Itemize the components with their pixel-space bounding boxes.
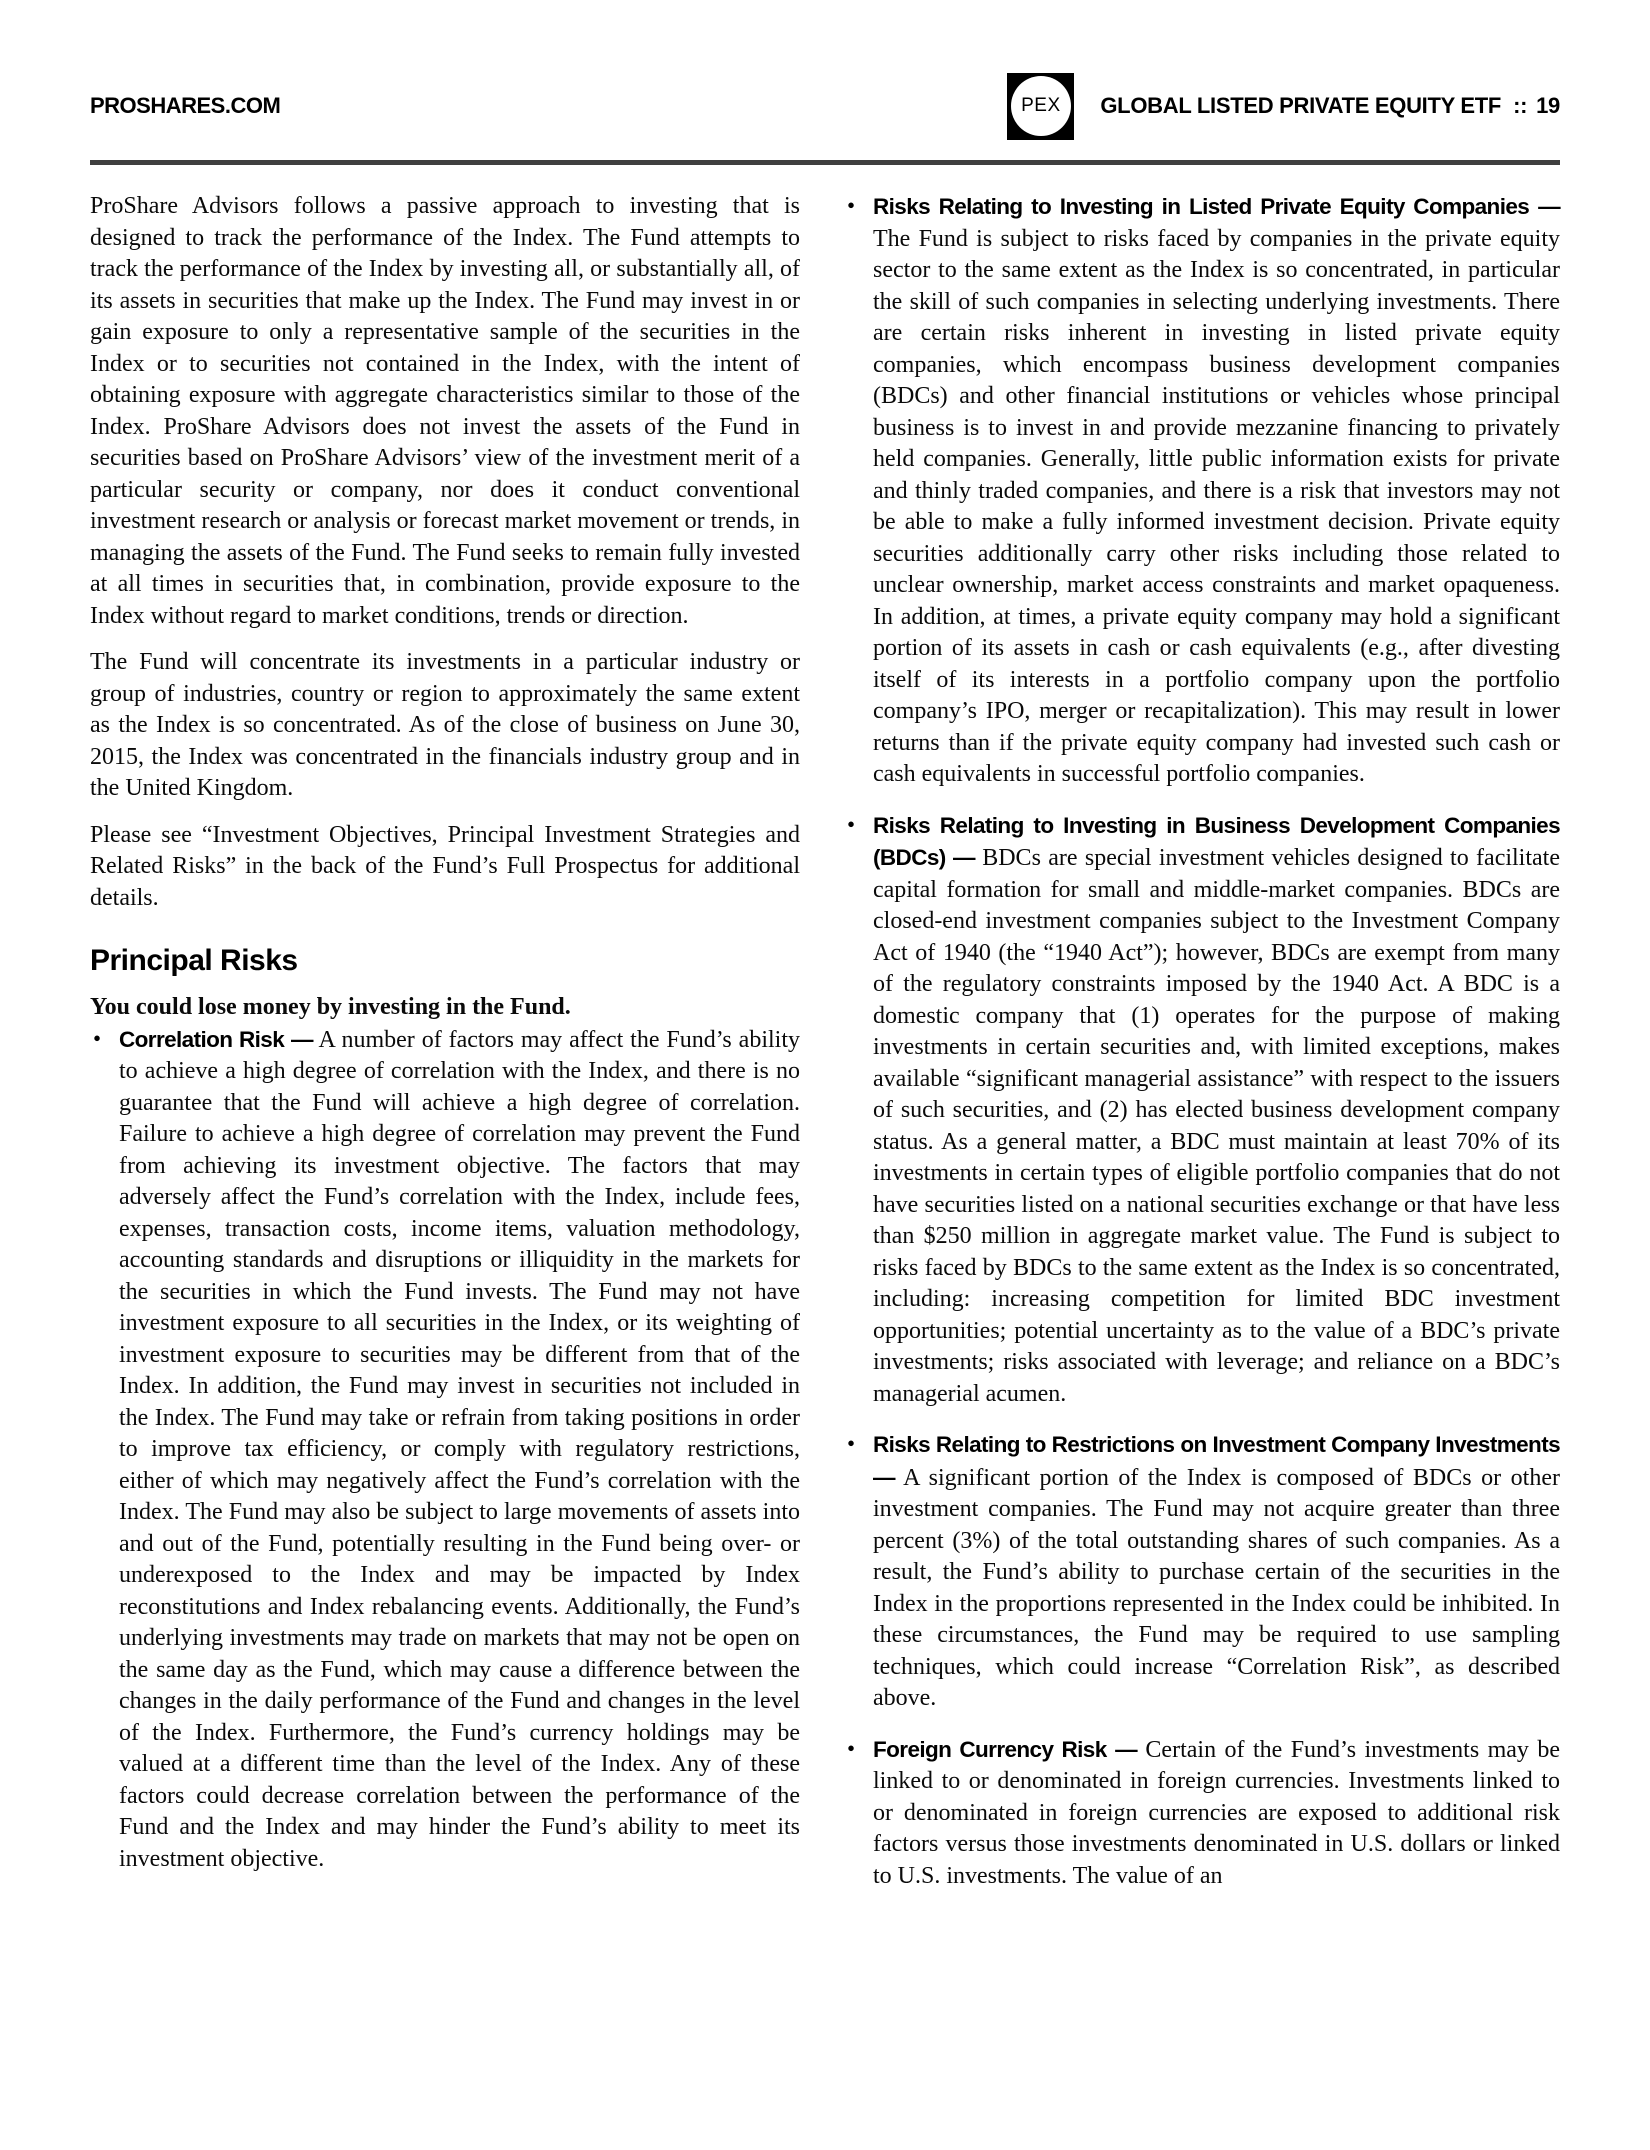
- risk-title: Risks Relating to Investing in Business Development Companies (BDCs): [873, 812, 1560, 870]
- site-name: PROSHARES.COM: [90, 93, 281, 118]
- run-in-dash: —: [1115, 1736, 1137, 1762]
- risk-text: A number of factors may affect the Fund’s ability to achieve a high degree of correlation with the Index, and there is no guarantee that the Fund will achieve a high degree of correlation. Failure to achieve a high degree of correlation may prevent the Fund from achieving its investment objective. The factors that may adversely affect the Fund’s correlation with the Index, include fees, expenses, transaction costs, income items, valuation methodology, accounting standards and disruptions or illiquidity in the markets for the securities in which the Fund invests. The Fund may not have investment exposure to all securities in the Index, or its weighting of investment exposure to securities may be different from that of the Index. In addition, the Fund may invest in securities not included in the Index. The Fund may take or refrain from taking positions in order to improve tax efficiency, or comply with regulatory restrictions, either of which may negatively affect the Fund’s correlation with the Index. The Fund may also be subject to large movements of assets into and out of the Fund, potentially resulting in the Fund being over- or underexposed to the Index and may be impacted by Index reconstitutions and Index rebalancing events. Additionally, the Fund’s underlying investments may trade on markets that may not be open on the same day as the Fund, which may cause a difference between the changes in the daily performance of the Fund and changes in the level of the Index. Furthermore, the Fund’s currency holdings may be valued at a different time than the level of the Index. Any of these factors could decrease correlation between the performance of the Fund and the Index and may hinder the Fund’s ability to meet its investment objective.: [119, 1026, 800, 1872]
- section-heading-principal-risks: Principal Risks: [90, 944, 298, 977]
- doc-title: [1100, 93, 1560, 119]
- paragraph: The Fund will concentrate its investments in a particular industry or group of industries, country or region to approximately the same extent as the Index is so concentrated. As of the close of business on June 30, 2015, the Index was concentrated in the financials industry group and in the United Kingdom.: [90, 649, 800, 801]
- left-column: [90, 191, 800, 1892]
- run-in-dash: —: [952, 845, 975, 870]
- risk-text: A significant portion of the Index is composed of BDCs or other investment companies. The Fund may not acquire greater than three percent (3%) of the total outstanding shares of such companies. As a result, the Fund’s ability to purchase certain of the securities in the Index in the proportions represented in the Index could be inhibited. In these circumstances, the Fund may be required to use sampling techniques, which could increase “Correlation Risk”, as described above.: [873, 1464, 1560, 1711]
- pex-logo-text: PEX: [1011, 76, 1071, 136]
- risk-text: BDCs are special investment vehicles designed to facilitate capital formation for small and middle-market companies. BDCs are closed-end investment companies subject to the Investment Company Act of 1940 (the “1940 Act”); however, BDCs are exempt from many of the regulatory constraints imposed by the 1940 Act. A BDC is a domestic company that (1) operates for the purpose of making investments in certain securities and, with limited exceptions, makes available “significant managerial assistance” with respect to the issuers of such securities, and (2) has elected business development company status. As a general matter, a BDC must maintain at least 70% of its investments in certain types of eligible portfolio companies that do not have securities listed on a national securities exchange or that have less than $250 million in aggregate market value. The Fund is subject to risks faced by BDCs to the same extent as the Index is so concentrated, including: increasing competition for limited BDC investment opportunities; potential uncertainty as to the value of a BDC’s private investments; risks associated with leverage; and reliance on a BDC’s managerial acumen.: [873, 845, 1560, 1407]
- risk-item-investment-company-restrictions: [844, 1429, 1560, 1715]
- risk-text: The Fund is subject to risks faced by companies in the private equity sector to the same extent as the Index is so concentrated, in particular the skill of such companies in selecting underlying investments. There are certain risks inherent in investing in listed private equity companies, which encompass business development companies (BDCs) and other financial institutions or vehicles whose principal business is to invest in and provide mezzanine financing to privately held companies. Generally, little public information exists for private and thinly traded companies, and there is a risk that investors may not be able to make a fully informed investment decision. Private equity securities additionally carry other risks including those related to unclear ownership, market access constraints and market opaqueness. In addition, at times, a private equity company may hold a significant portion of its assets in cash or cash equivalents (e.g., after divesting itself of its interests in a portfolio company upon the portfolio company’s IPO, merger or recapitalization). This may result in lower returns than if the private equity company had invested such cash or cash equivalents in successful portfolio companies.: [873, 225, 1560, 787]
- risk-item-listed-private-equity: [844, 191, 1560, 791]
- risk-title: Correlation Risk: [119, 1026, 285, 1052]
- paragraph: Please see “Investment Objectives, Principal Investment Strategies and Related Risks” in the back of the Fund’s Full Prospectus for additional details.: [90, 821, 800, 911]
- page-header: [0, 0, 1650, 148]
- content-columns: [0, 165, 1650, 1892]
- paragraph: ProShare Advisors follows a passive approach to investing that is designed to track the performance of the Index. The Fund attempts to track the performance of the Index by investing all, or substantially all, of its assets in securities that make up the Index. The Fund may invest in or gain exposure to only a representative sample of the securities in the Index or to securities not contained in the Index, with the intent of obtaining exposure with aggregate characteristics similar to those of the Index. ProShare Advisors does not invest the assets of the Fund in securities based on ProShare Advisors’ view of the investment merit of a particular security or company, nor does it conduct conventional investment research or analysis or forecast market movement or trends, in managing the assets of the Fund. The Fund seeks to remain fully invested at all times in securities that, in combination, provide exposure to the Index without regard to market conditions, trends or direction.: [90, 193, 800, 629]
- risk-text: Certain of the Fund’s investments may be linked to or denominated in foreign currencies. Investments linked to or denominated in foreign currencies are exposed to additional risk factors versus those investments denominated in U.S. dollars or linked to U.S. investments. The value of an: [873, 1736, 1561, 1889]
- risk-item-correlation: [90, 1024, 800, 1876]
- risk-item-foreign-currency: [844, 1734, 1560, 1893]
- title-separator: ::: [1513, 93, 1528, 118]
- risk-title: Foreign Currency Risk: [873, 1736, 1107, 1762]
- run-in-dash: —: [291, 1026, 313, 1052]
- run-in-dash: —: [873, 1464, 895, 1490]
- risk-item-bdc: [844, 810, 1560, 1411]
- run-in-dash: —: [1538, 194, 1560, 219]
- header-right: [1007, 73, 1560, 140]
- risk-list-left: [90, 1024, 800, 1876]
- risk-title: Risks Relating to Restrictions on Investment Company Investments: [873, 1432, 1560, 1457]
- page-title: GLOBAL LISTED PRIVATE EQUITY ETF: [1100, 93, 1502, 118]
- pex-logo: [1007, 73, 1074, 140]
- risk-title: Risks Relating to Investing in Listed Private Equity Companies: [873, 194, 1530, 219]
- risk-intro-statement: You could lose money by investing in the Fund.: [90, 994, 571, 1020]
- right-column: [844, 191, 1560, 1892]
- risk-list-right: [844, 191, 1560, 1892]
- page-number: 19: [1536, 93, 1560, 118]
